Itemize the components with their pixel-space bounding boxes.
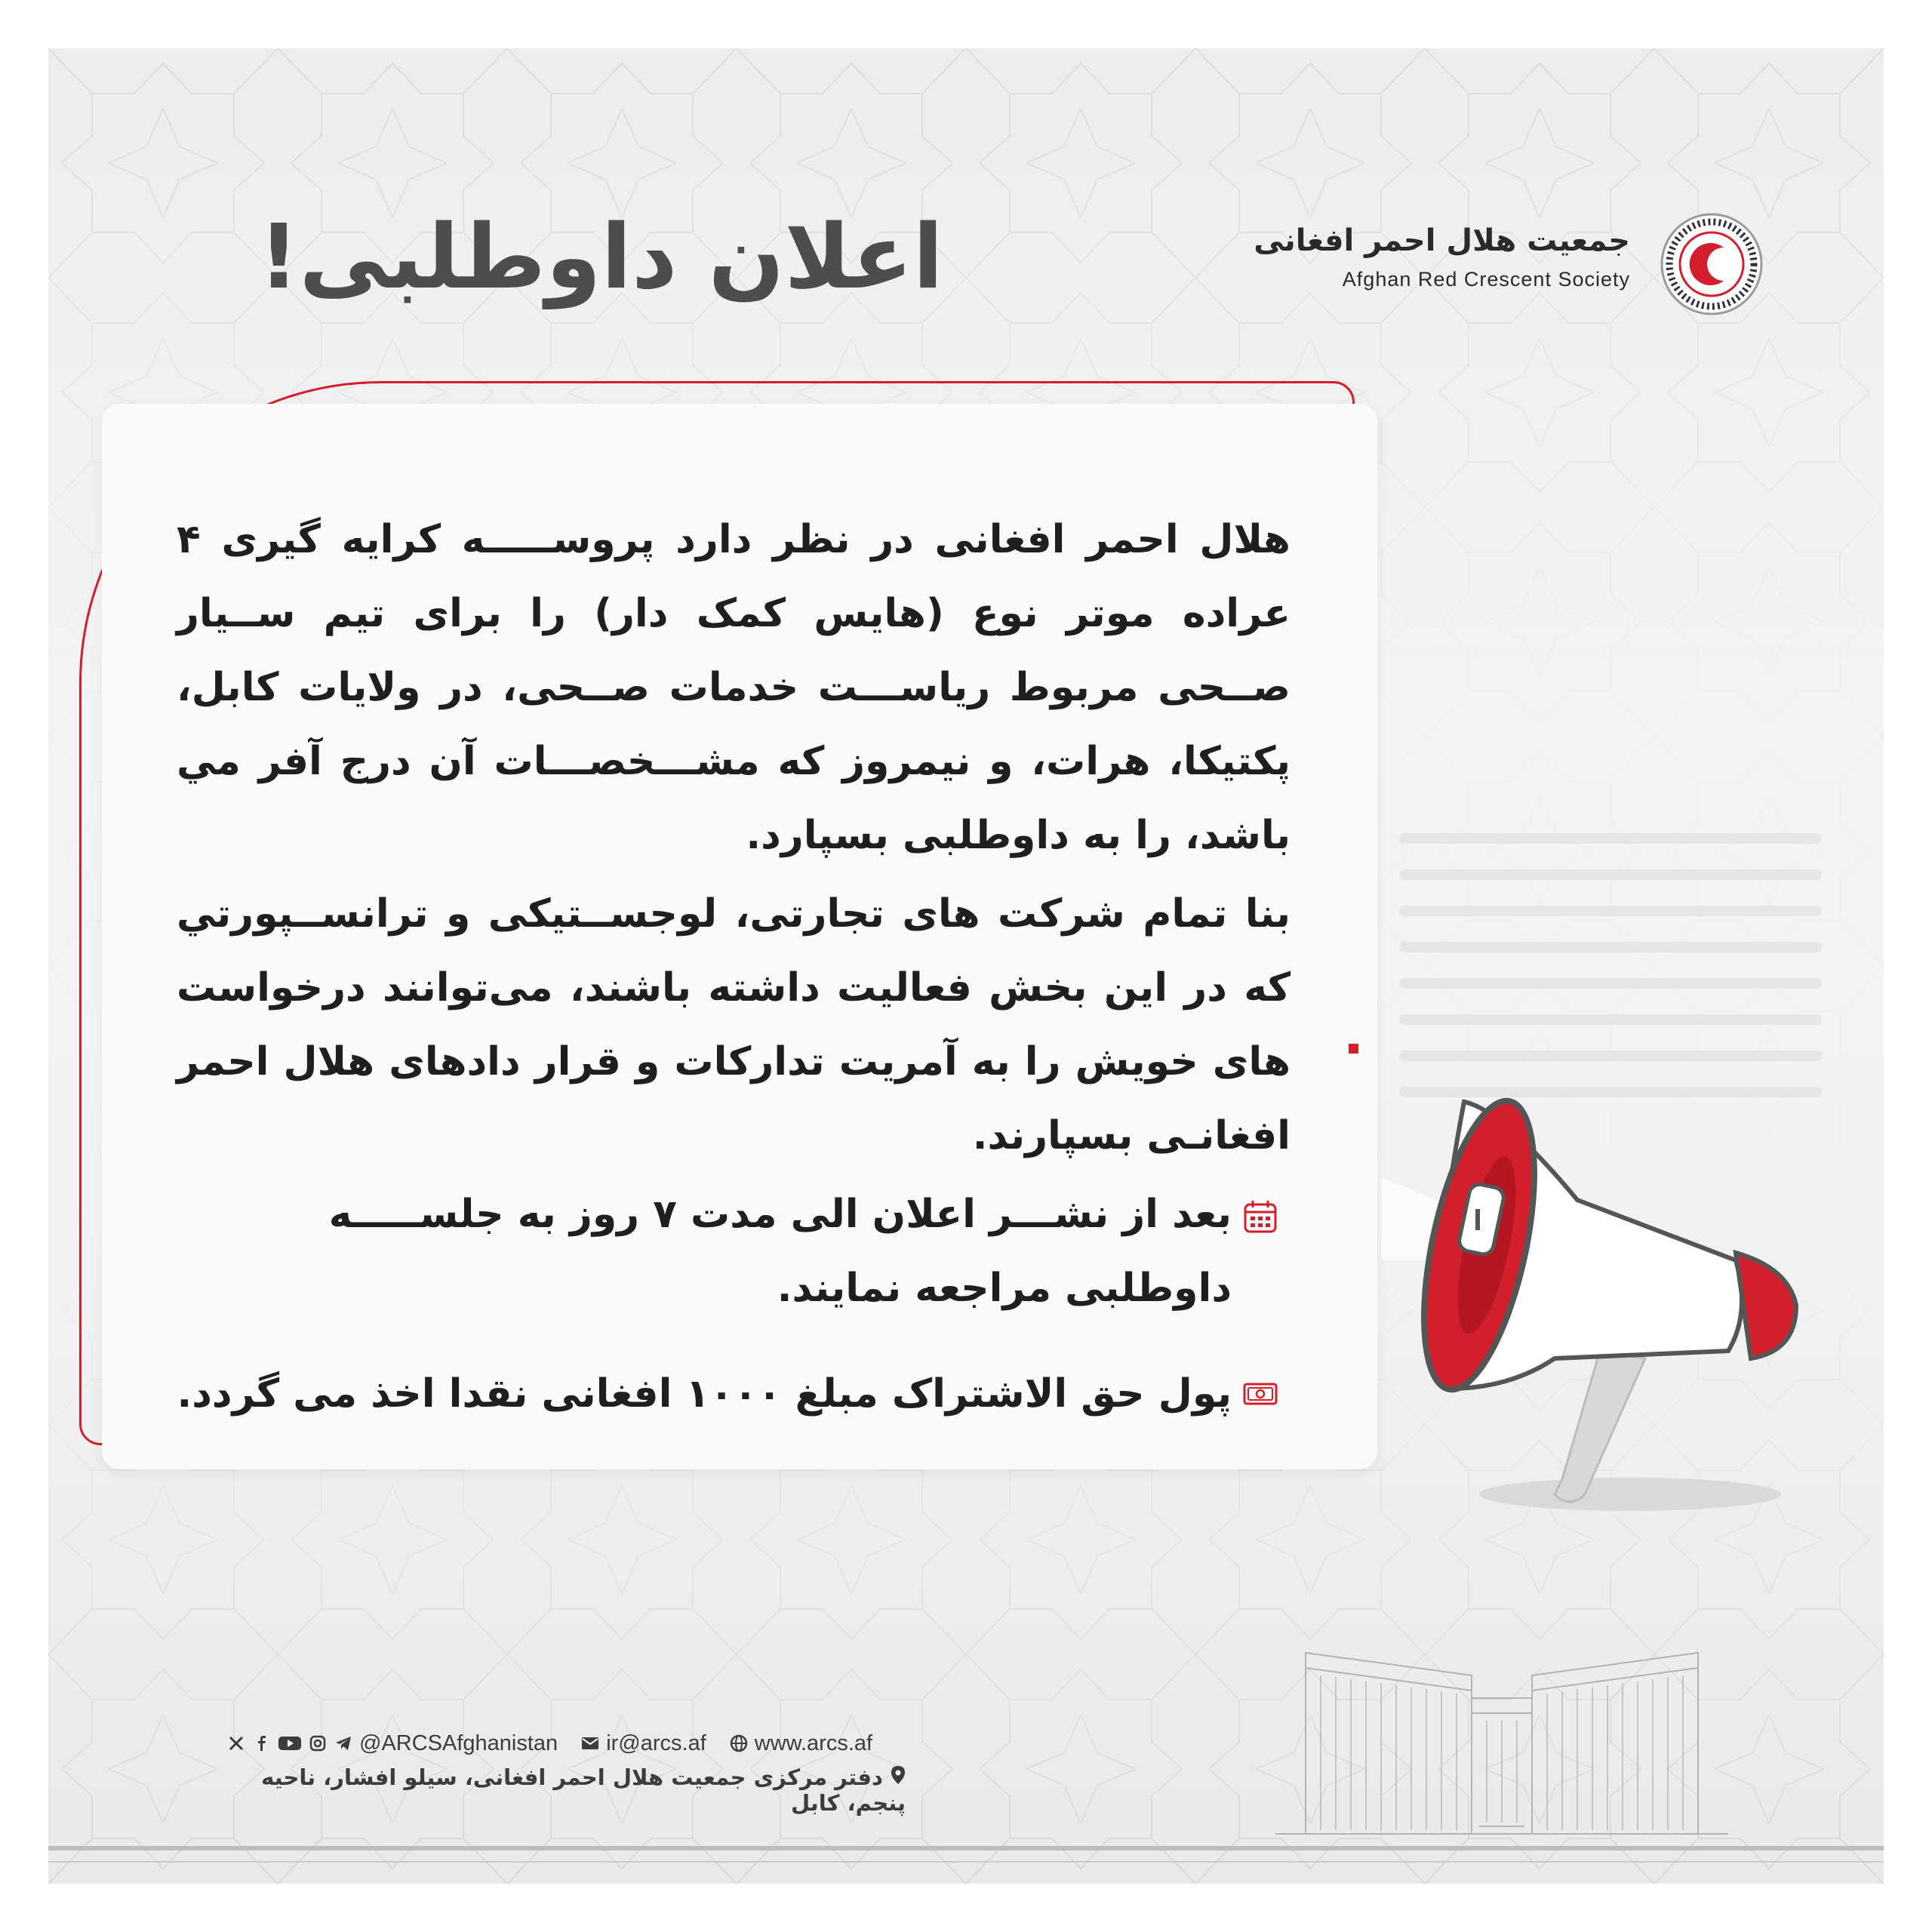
bullet-item-meeting: بعد از نشـــر اعلان الی مدت ۷ روز به جلســـــه داوطلبی مراجعه نمایند. [328,1192,1232,1311]
social-handle[interactable]: @ARCSAfghanistan [359,1730,558,1755]
youtube-icon[interactable] [278,1734,302,1753]
money-icon [1242,1375,1278,1411]
email-link[interactable]: ir@arcs.af [606,1730,706,1755]
x-icon[interactable] [226,1734,246,1753]
footer-contact-row [226,1727,951,1760]
accent-dot [1349,1044,1358,1054]
email-icon [580,1734,600,1753]
globe-icon [729,1734,749,1753]
calendar-icon [1242,1198,1278,1235]
address-text: دفتر مرکزی جمعیت هلال احمر افغانی، سیلو افشار، ناحیه پنجم، کابل [261,1764,906,1816]
page-title: اعلان داوطلبی! [258,205,943,309]
location-pin-icon [883,1764,906,1790]
announcement-paragraph-1: هلال احمر افغانی در نظر دارد پروســـــه کرایه گیری ۴ عراده موتر نوع (هایس کمک دار) را برای تیم ســیار صــحی مربوط ریاســـت خدمات صــحی، در ولایات کابل، پکتیکا، هرات، و نیمروز که مشـــخصـــات آن درج آفر مي باشد، را به داوطلبی بسپارد. [177,517,1291,858]
org-name-persian: جمعیت هلال احمر افغانی [1254,223,1630,258]
website-link[interactable]: www.arcs.af [754,1730,873,1755]
announcement-paragraph-2: بنا تمام شرکت های تجارتی، لوجســتیکی و ترانســپورتي که در این بخش فعالیت داشته باشند، می‌توانند درخواست های خویش را به آمریت تدارکات و قرار دادهای هلال احمر افغانـی بسپارند. [177,891,1291,1158]
bullet-item-fee: پول حق الاشتراک مبلغ ۱۰۰۰ افغانی نقدا اخذ می گردد. [177,1371,1232,1417]
footer-address-row [226,1764,906,1816]
telegram-icon[interactable] [334,1734,353,1753]
instagram-icon[interactable] [308,1734,328,1753]
org-name-english: Afghan Red Crescent Society [1342,268,1630,291]
megaphone-illustration [1328,1072,1857,1555]
facebook-icon[interactable] [252,1734,272,1753]
red-crescent-logo-icon [1659,211,1764,317]
footer-divider-thin [48,1861,1884,1863]
headquarters-building-illustration [1275,1630,1728,1849]
